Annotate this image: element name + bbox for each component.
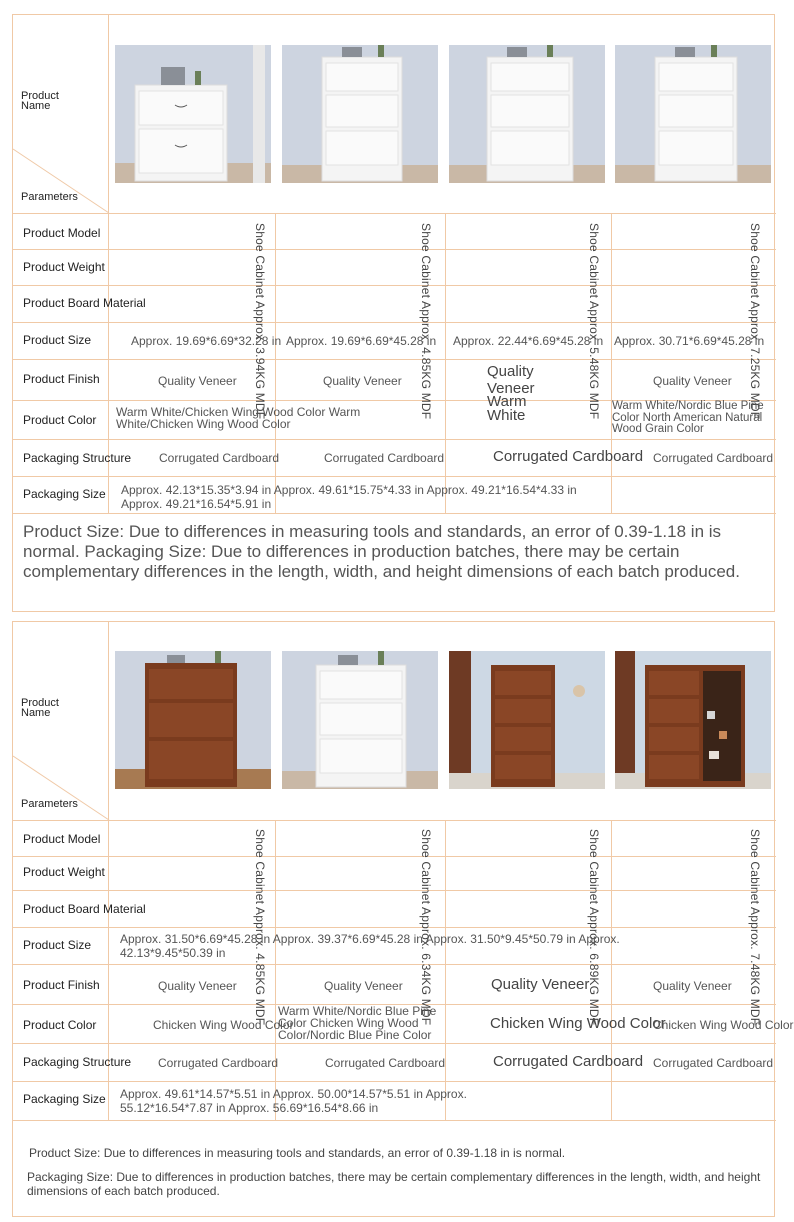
color-4: Chicken Wing Wood Color [653, 1018, 794, 1032]
product-name-label: Product Name [21, 697, 59, 719]
product-name-label: Product Name [21, 90, 59, 112]
product-image-white-2-drawer [115, 45, 271, 183]
row-label-board-material: Product Board Material [23, 296, 146, 310]
spec-table-1 [12, 14, 775, 612]
pack-structure-2: Corrugated Cardboard [325, 1056, 446, 1070]
color-3: Chicken Wing Wood Color [490, 1015, 666, 1032]
model-weight-material-3: Shoe Cabinet Approx. 5.48KG MDF [587, 223, 601, 420]
row-label-product-model: Product Model [23, 226, 101, 240]
row-label-product-size: Product Size [23, 333, 92, 347]
model-weight-material-2: Shoe Cabinet Approx. 6.34KG MDF [419, 829, 433, 1026]
diagonal-divider [13, 15, 109, 213]
row-label-product-size: Product Size [23, 938, 92, 952]
color-2: Warm White/Nordic Blue Pine Color Chicken Wing Wood Color/Nordic Blue Pine Color [278, 1004, 437, 1042]
finish-1: Quality Veneer [158, 374, 237, 388]
pack-size-text: Approx. 49.61*14.57*5.51 in Approx. 50.00*14.57*5.51 in Approx. 55.12*16.54*7.87 in Approx. 56.69*16.54*8.66 in [120, 1087, 467, 1115]
product-image-white-3-drawer-wide [449, 45, 605, 183]
size-2: Approx. 19.69*6.69*45.28 in [286, 334, 437, 348]
row-label-product-weight: Product Weight [23, 260, 105, 274]
pack-size-text: Approx. 42.13*15.35*3.94 in Approx. 49.61*15.75*4.33 in Approx. 49.21*16.54*4.33 in Approx. 49.21*16.54*5.91 in [121, 483, 577, 511]
row-label-product-weight: Product Weight [23, 865, 105, 879]
table-header-corner [13, 15, 109, 213]
size-4: Approx. 30.71*6.69*45.28 in [614, 334, 765, 348]
pack-structure-4: Corrugated Cardboard [653, 1056, 774, 1070]
model-weight-material-4: Shoe Cabinet Approx. 7.48KG MDF [748, 829, 762, 1026]
finish-1: Quality Veneer [158, 979, 237, 993]
size-text: Approx. 31.50*6.69*45.28 in Approx. 39.37*6.69*45.28 in Approx. 31.50*9.45*50.79 in Approx. 42.13*9.45*50.39 in [120, 932, 620, 960]
row-label-product-finish: Product Finish [23, 978, 100, 992]
row-label-board-material: Product Board Material [23, 902, 146, 916]
pack-structure-1: Corrugated Cardboard [158, 1056, 279, 1070]
size-1: Approx. 19.69*6.69*32.28 in [131, 334, 282, 348]
model-weight-material-1: Shoe Cabinet Approx. 3.94KG MDF [253, 223, 267, 420]
pack-structure-2: Corrugated Cardboard [324, 451, 445, 465]
parameters-label: Parameters [21, 191, 78, 203]
product-image-wood-3-drawer [115, 651, 271, 789]
pack-structure-3: Corrugated Cardboard [493, 1053, 644, 1070]
model-weight-material-1: Shoe Cabinet Approx. 4.85KG MDF [253, 829, 267, 1026]
size-note: Product Size: Due to differences in measuring tools and standards, an error of 0.39-1.18 in is normal. [29, 1146, 566, 1160]
row-label-packaging-structure: Packaging Structure [23, 451, 132, 465]
color-3: Warm White [487, 393, 527, 424]
row-label-packaging-structure: Packaging Structure [23, 1055, 132, 1069]
product-image-white-3-drawer [282, 651, 438, 789]
pack-structure-1: Corrugated Cardboard [159, 451, 280, 465]
color-1: Warm White/Chicken Wing Wood Color Warm White/Chicken Wing Wood Color [116, 405, 361, 431]
row-label-packaging-size: Packaging Size [23, 487, 106, 501]
size-3: Approx. 22.44*6.69*45.28 in [453, 334, 604, 348]
pack-structure-4: Corrugated Cardboard [653, 451, 774, 465]
row-label-product-color: Product Color [23, 413, 97, 427]
parameters-label: Parameters [21, 798, 78, 810]
model-weight-material-3: Shoe Cabinet Approx. 6.89KG MDF [587, 829, 601, 1026]
product-image-wood-4-drawer [449, 651, 605, 789]
color-4: Warm White/Nordic Blue Pine Color North American Natural Wood Grain Color [612, 400, 764, 435]
diagonal-divider [13, 622, 109, 820]
row-label-product-color: Product Color [23, 1018, 97, 1032]
pack-structure-3: Corrugated Cardboard [493, 448, 644, 465]
row-label-product-model: Product Model [23, 832, 101, 846]
finish-4: Quality Veneer [653, 374, 732, 388]
color-1: Chicken Wing Wood Color [153, 1018, 294, 1032]
finish-2: Quality Veneer [324, 979, 403, 993]
spec-table-2 [12, 621, 794, 1217]
product-image-white-3-drawer [282, 45, 438, 183]
finish-3: Quality Veneer [487, 363, 535, 397]
product-image-wood-cabinet-with-shelves [615, 651, 771, 789]
model-weight-material-4: Shoe Cabinet Approx. 7.25KG MDF [748, 223, 762, 420]
size-note: Product Size: Due to differences in measuring tools and standards, an error of 0.39-1.18 in is normal. Packaging Size: Due to differences in production batches, there may be certain complementary differences in the length, width, and height dimensions of each batch produced. [23, 522, 740, 581]
finish-2: Quality Veneer [323, 374, 402, 388]
row-label-product-finish: Product Finish [23, 372, 100, 386]
finish-4: Quality Veneer [653, 979, 732, 993]
model-weight-material-2: Shoe Cabinet Approx. 4.85KG MDF [419, 223, 433, 420]
table-header-corner [13, 622, 109, 820]
packaging-note: Packaging Size: Due to differences in production batches, there may be certain complementary differences in the length, width, and height dimensions of each batch produced. [27, 1170, 761, 1198]
finish-3: Quality Veneer [491, 976, 590, 993]
row-label-packaging-size: Packaging Size [23, 1092, 106, 1106]
product-image-white-3-drawer-large [615, 45, 771, 183]
